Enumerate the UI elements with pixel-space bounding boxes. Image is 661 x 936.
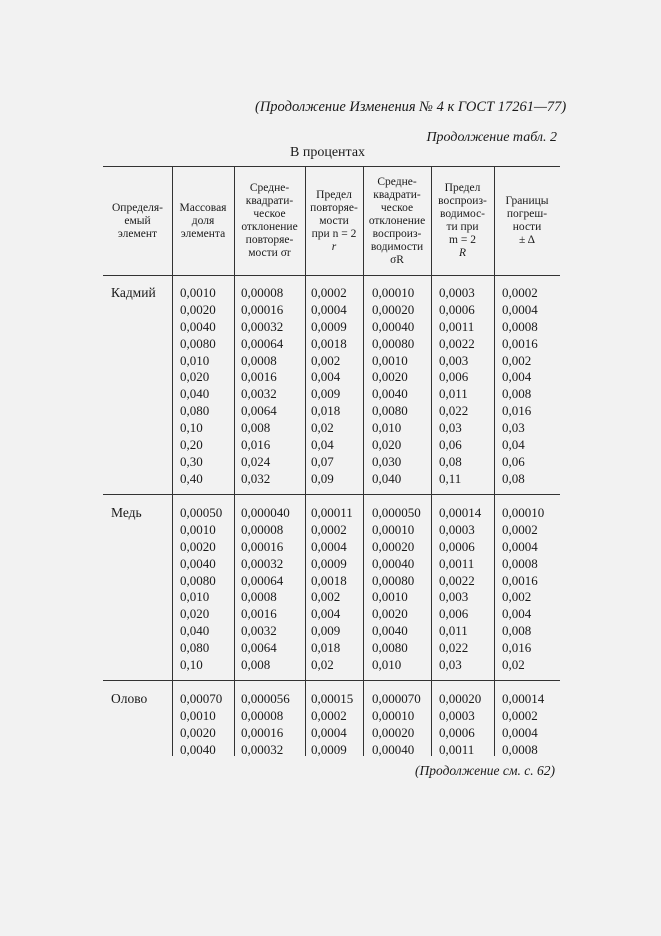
table-cell: 0,080 <box>180 640 210 656</box>
table-cell: 0,0016 <box>241 606 277 622</box>
column-error-bounds <box>502 505 544 674</box>
table-cell: 0,00040 <box>372 318 415 334</box>
table-cell: 0,0022 <box>439 572 475 588</box>
table-cell: 0,00008 <box>241 285 284 300</box>
table-cell: 0,020 <box>372 437 402 453</box>
table-cell: 0,016 <box>502 640 532 656</box>
table-cell: 0,02 <box>502 657 525 673</box>
table-cell: 0,00032 <box>241 318 284 334</box>
table-cell: 0,00050 <box>180 505 223 520</box>
table-cell: 0,022 <box>439 640 469 656</box>
table-cell: 0,006 <box>439 369 469 385</box>
table-cell: 0,024 <box>241 453 271 469</box>
table-cell: 0,0003 <box>439 285 475 300</box>
table-cell: 0,0010 <box>372 352 408 368</box>
table-cell: 0,00020 <box>439 691 482 706</box>
table-cell: 0,002 <box>502 352 532 368</box>
table-cell: 0,0020 <box>372 606 408 622</box>
table-cell: 0,00011 <box>311 505 353 520</box>
table-cell: 0,00014 <box>439 505 482 520</box>
table-cell: 0,016 <box>502 403 532 419</box>
table-cell: 0,00080 <box>372 335 415 351</box>
table-cell: 0,10 <box>180 420 203 436</box>
table-cell: 0,11 <box>439 470 462 486</box>
table-cell: 0,00020 <box>372 538 415 554</box>
table-cell: 0,0020 <box>180 301 216 317</box>
table-cell: 0,0010 <box>180 285 216 300</box>
table-cell: 0,040 <box>180 386 210 402</box>
table-cell: 0,0022 <box>439 335 475 351</box>
column-header-reproducibility-sd: Средне- квадрати- ческое отклонение воспроиз- водимости σR <box>368 175 426 266</box>
table-cell: 0,0064 <box>241 403 277 419</box>
table-cell: 0,0009 <box>311 741 347 757</box>
table-cell: 0,0080 <box>372 640 408 656</box>
table-cell: 0,0018 <box>311 572 347 588</box>
table-cell: 0,020 <box>180 369 210 385</box>
element-name-copper: Медь <box>111 505 142 520</box>
column-header-error-bounds: Границы погреш- ности ± Δ <box>505 195 549 246</box>
table-cell: 0,03 <box>439 420 462 436</box>
table-cell: 0,20 <box>180 437 203 453</box>
table-cell: 0,018 <box>311 403 341 419</box>
table-cell: 0,0016 <box>502 572 538 588</box>
table-cell: 0,002 <box>502 589 532 605</box>
column-header-repeatability-limit: Предел повторяе- мости при n = 2 r <box>310 188 358 253</box>
table-cell: 0,0010 <box>180 707 216 723</box>
table-cell: 0,0040 <box>180 555 216 571</box>
table-cell: 0,022 <box>439 403 469 419</box>
column-header-repeatability-sd: Средне- квадрати- ческое отклонение повторяе- мости σr <box>241 182 298 259</box>
table-cell: 0,00008 <box>241 707 284 723</box>
table-cell: 0,0040 <box>180 318 216 334</box>
table-cell: 0,0004 <box>311 538 347 554</box>
table-cell: 0,02 <box>311 420 334 436</box>
table-cell: 0,0002 <box>311 521 347 537</box>
continuation-footer: (Продолжение см. с. 62) <box>415 763 555 778</box>
table-cell: 0,00010 <box>372 285 415 300</box>
table-cell: 0,0008 <box>241 352 277 368</box>
column-reproducibility-limit <box>439 691 481 759</box>
table-cell: 0,003 <box>439 352 469 368</box>
table-cell: 0,0064 <box>241 640 277 656</box>
table-cell: 0,00032 <box>241 741 284 757</box>
table-cell: 0,0004 <box>311 301 347 317</box>
column-repeatability-sd <box>241 285 283 488</box>
table-cell: 0,008 <box>241 420 271 436</box>
table-cell: 0,006 <box>439 606 469 622</box>
table-cell: 0,0032 <box>241 386 277 402</box>
table-cell: 0,08 <box>439 453 462 469</box>
table-cell: 0,0020 <box>180 538 216 554</box>
table-cell: 0,0004 <box>502 538 538 554</box>
table-cell: 0,011 <box>439 623 468 639</box>
column-mass-fraction <box>180 505 222 674</box>
table-cell: 0,0032 <box>241 623 277 639</box>
table-cell: 0,030 <box>372 453 402 469</box>
table-cell: 0,30 <box>180 453 203 469</box>
column-repeatability-sd <box>241 505 290 674</box>
table-cell: 0,00020 <box>372 724 415 740</box>
table-cell: 0,0004 <box>502 301 538 317</box>
table-cell: 0,0004 <box>311 724 347 740</box>
table-cell: 0,009 <box>311 386 341 402</box>
column-reproducibility-sd <box>372 505 421 674</box>
table-cell: 0,0016 <box>502 335 538 351</box>
column-reproducibility-limit <box>439 505 481 674</box>
table-cell: 0,0040 <box>180 741 216 757</box>
table-cell: 0,0011 <box>439 555 475 571</box>
table-cell: 0,0004 <box>502 724 538 740</box>
table-cell: 0,0011 <box>439 318 475 334</box>
table-cell: 0,018 <box>311 640 341 656</box>
table-cell: 0,011 <box>439 386 468 402</box>
table-cell: 0,00015 <box>311 691 354 706</box>
table-cell: 0,00020 <box>372 301 415 317</box>
table-cell: 0,04 <box>502 437 525 453</box>
table-cell: 0,004 <box>502 369 532 385</box>
table-cell: 0,000070 <box>372 691 421 706</box>
table-cell: 0,0020 <box>372 369 408 385</box>
table-cell: 0,010 <box>372 420 402 436</box>
table-cell: 0,08 <box>502 470 525 486</box>
table-cell: 0,00040 <box>372 555 415 571</box>
table-cell: 0,00070 <box>180 691 223 706</box>
table-cell: 0,008 <box>502 623 532 639</box>
table-cell: 0,004 <box>311 606 341 622</box>
table-cell: 0,0008 <box>502 555 538 571</box>
table-cell: 0,008 <box>502 386 532 402</box>
column-mass-fraction <box>180 285 216 488</box>
column-header-reproducibility-limit: Предел воспроиз- водимос- ти при m = 2 R <box>438 182 487 259</box>
table-cell: 0,0002 <box>502 285 538 300</box>
table-cell: 0,002 <box>311 352 341 368</box>
table-cell: 0,00014 <box>502 691 545 706</box>
column-reproducibility-sd <box>372 691 421 759</box>
table-cell: 0,080 <box>180 403 210 419</box>
column-reproducibility-limit <box>439 285 475 488</box>
table-cell: 0,0011 <box>439 741 475 757</box>
table-cell: 0,004 <box>502 606 532 622</box>
table-cell: 0,0006 <box>439 301 475 317</box>
table-cell: 0,0009 <box>311 318 347 334</box>
column-repeatability-limit <box>311 505 353 674</box>
table-cell: 0,0008 <box>502 318 538 334</box>
table-cell: 0,040 <box>180 623 210 639</box>
table-cell: 0,000056 <box>241 691 290 706</box>
table-cell: 0,0006 <box>439 724 475 740</box>
element-name-cadmium: Кадмий <box>111 285 156 300</box>
table-cell: 0,03 <box>502 420 525 436</box>
table-cell: 0,0040 <box>372 623 408 639</box>
table-cell: 0,004 <box>311 369 341 385</box>
table-cell: 0,0006 <box>439 538 475 554</box>
table-cell: 0,0002 <box>311 707 347 723</box>
table-cell: 0,00016 <box>241 538 284 554</box>
table-cell: 0,06 <box>439 437 462 453</box>
table-cell: 0,0002 <box>502 521 538 537</box>
column-reproducibility-sd <box>372 285 414 488</box>
table-cell: 0,0080 <box>180 335 216 351</box>
table-cell: 0,06 <box>502 453 525 469</box>
column-repeatability-limit <box>311 285 347 488</box>
table-cell: 0,00016 <box>241 724 284 740</box>
table-cell: 0,040 <box>372 470 402 486</box>
table-cell: 0,010 <box>372 657 402 673</box>
table-cell: 0,00010 <box>372 707 415 723</box>
table-cell: 0,0020 <box>180 724 216 740</box>
table-cell: 0,0008 <box>502 741 538 757</box>
table-cell: 0,00008 <box>241 521 284 537</box>
column-header-mass-fraction: Массовая доля элемента <box>179 201 227 240</box>
table-cell: 0,008 <box>241 657 271 673</box>
table-cell: 0,010 <box>180 589 210 605</box>
table-continuation-label: Продолжение табл. 2 <box>426 130 557 145</box>
table-cell: 0,0008 <box>241 589 277 605</box>
table-cell: 0,00064 <box>241 335 284 351</box>
table-cell: 0,00080 <box>372 572 415 588</box>
table-cell: 0,09 <box>311 470 334 486</box>
table-cell: 0,0080 <box>180 572 216 588</box>
table-cell: 0,0080 <box>372 403 408 419</box>
column-header-element: Определя- емый элемент <box>112 201 163 240</box>
column-repeatability-limit <box>311 691 353 759</box>
continuation-title: (Продолжение Изменения № 4 к ГОСТ 17261—77) <box>255 99 567 115</box>
table-cell: 0,00032 <box>241 555 284 571</box>
table-cell: 0,0016 <box>241 369 277 385</box>
table-cell: 0,0002 <box>502 707 538 723</box>
table-cell: 0,016 <box>241 437 271 453</box>
table-cell: 0,02 <box>311 657 334 673</box>
table-cell: 0,032 <box>241 470 271 486</box>
table-cell: 0,0002 <box>311 285 347 300</box>
table-cell: 0,03 <box>439 657 462 673</box>
table-cell: 0,04 <box>311 437 334 453</box>
table-cell: 0,00010 <box>502 505 545 520</box>
table-cell: 0,0010 <box>372 589 408 605</box>
column-error-bounds <box>502 691 544 759</box>
table-cell: 0,000050 <box>372 505 421 520</box>
table-cell: 0,009 <box>311 623 341 639</box>
table-cell: 0,020 <box>180 606 210 622</box>
units-label: В процентах <box>290 145 366 160</box>
table-cell: 0,10 <box>180 657 203 673</box>
table-cell: 0,40 <box>180 470 203 486</box>
table-cell: 0,000040 <box>241 505 290 520</box>
table-cell: 0,0003 <box>439 707 475 723</box>
table-cell: 0,00010 <box>372 521 415 537</box>
column-repeatability-sd <box>241 691 290 759</box>
table-cell: 0,003 <box>439 589 469 605</box>
table-cell: 0,010 <box>180 352 210 368</box>
table-cell: 0,07 <box>311 453 334 469</box>
table-cell: 0,0040 <box>372 386 408 402</box>
table-cell: 0,00064 <box>241 572 284 588</box>
table-cell: 0,00040 <box>372 741 415 757</box>
table-cell: 0,002 <box>311 589 341 605</box>
table-cell: 0,0009 <box>311 555 347 571</box>
element-name-tin: Олово <box>111 691 148 706</box>
column-mass-fraction <box>180 691 222 759</box>
table-cell: 0,0003 <box>439 521 475 537</box>
table-cell: 0,00016 <box>241 301 284 317</box>
table-cell: 0,0018 <box>311 335 347 351</box>
column-error-bounds <box>502 285 538 488</box>
table-cell: 0,0010 <box>180 521 216 537</box>
